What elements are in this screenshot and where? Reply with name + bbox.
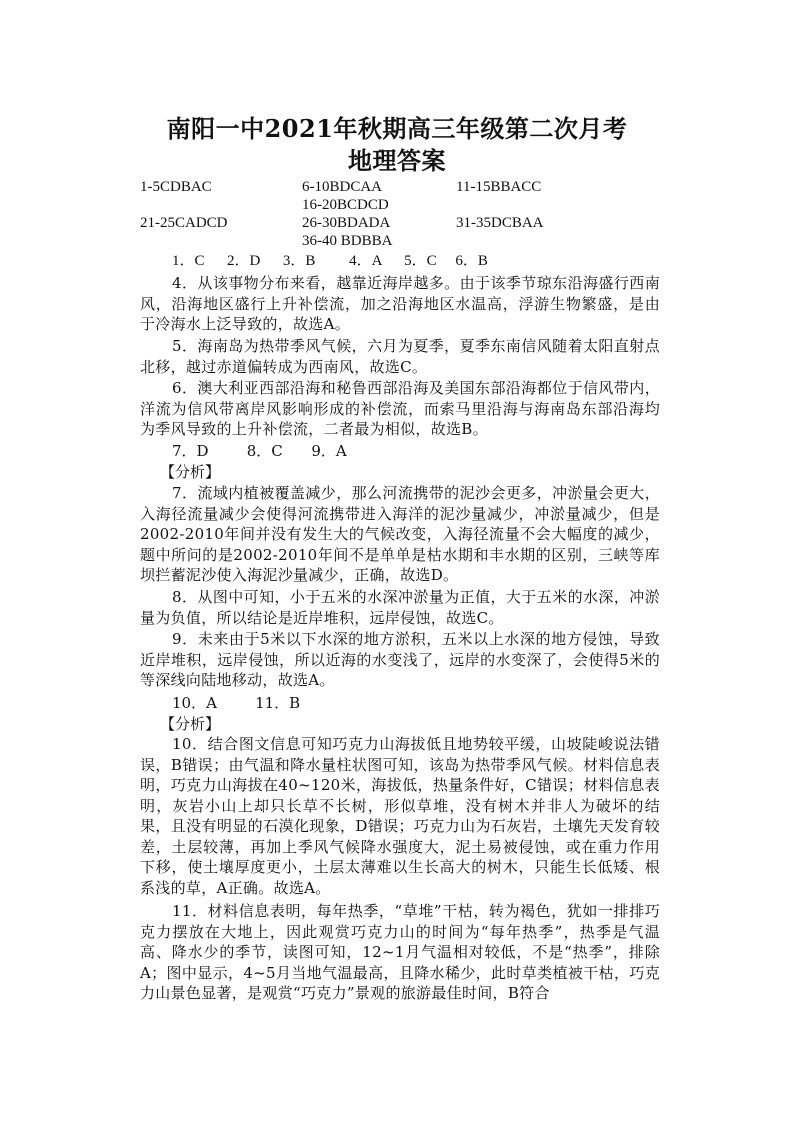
answer-key-1-5: 1-5CDBAC xyxy=(140,179,212,195)
explanation-q7: 7．流域内植被覆盖减少，那么河流携带的泥沙会更多，冲淤量会更大，入海径流量减少会使得河流携带进入海洋的泥沙量减少，冲淤量减少，但是2002-2010年间并没有发生大的气候改变，入海径流量不会大幅度的减少，题中所问的是2002-2010年间不是单单是枯水期和丰水期的区别，三峡等库坝拦蓄泥沙使入海泥沙量减少，正确，故选D。 xyxy=(140,484,660,584)
explanation-q5: 5．海南岛为热带季风气候，六月为夏季，夏季东南信风随着太阳直射点北移，越过赤道偏转成为西南风，故选C。 xyxy=(140,337,660,376)
answer-key-6-10: 6-10BDCAA xyxy=(302,179,383,195)
analysis-heading-2: 【分析】 xyxy=(160,715,221,733)
explanation-q8: 8．从图中可知，小于五米的水深冲淤量为正值，大于五米的水深，冲淤量为负值，所以结论是近岸堆积，远岸侵蚀，故选C。 xyxy=(140,588,660,627)
answer-key-26-30: 26-30BDADA xyxy=(302,215,391,231)
answer-key-16-20: 16-20BCDCD xyxy=(302,197,389,213)
explanation-q9: 9．未来由于5米以下水深的地方淤积，五米以上水深的地方侵蚀，导致近岸堆积，远岸侵蚀，所以近海的水变浅了，远岸的水变深了，会使得5米的等深线向陆地移动，故选A。 xyxy=(140,630,660,689)
explanation-q11: 11．材料信息表明，每年热季，“草堆”干枯，转为褐色，犹如一排排巧克力摆放在大地上，因此观赏巧克力山的时间为“每年热季”，热季是气温高、降水少的季节，读图可知，12~1月气温相对较低，不是“热季”，排除A；图中显示，4~5月当地气温最高，且降水稀少，此时草类植被干枯，巧克力山景色显著，是观赏“巧克力”景观的旅游最佳时间，B符合 xyxy=(140,902,660,1002)
answer-key-21-25: 21-25CADCD xyxy=(140,215,228,231)
answers-1-6: 1．C 2．D 3．B 4．A 5．C 6．B xyxy=(172,253,488,269)
answer-key-31-35: 31-35DCBAA xyxy=(456,215,544,231)
explanation-q10: 10．结合图文信息可知巧克力山海拔低且地势较平缓，山坡陡峻说法错误，B错误；由气温和降水量柱状图可知，该岛为热带季风气候。材料信息表明，巧克力山海拔在40~120米，海拔低，热量条件好，C错误；材料信息表明，灰岩小山上却只长草不长树，形似草堆，没有树木并非人为破坏的结果，且没有明显的石漠化现象，D错误；巧克力山为石灰岩，土壤先天发育较差，土层较薄，再加上季风气候降水强度大，泥土易被侵蚀，或在重力作用下移，使土壤厚度更小，土层太薄难以生长高大的树木，只能生长低矮、根系浅的草，A正确。故选A。 xyxy=(140,735,660,897)
explanation-q4: 4．从该事物分布来看，越靠近海岸越多。由于该季节琼东沿海盛行西南风，沿海地区盛行上升补偿流，加之沿海地区水温高，浮游生物繁盛，是由于冷海水上泛导致的，故选A。 xyxy=(140,274,660,333)
analysis-heading-1: 【分析】 xyxy=(160,463,221,481)
explanation-q6: 6．澳大利亚西部沿海和秘鲁西部沿海及美国东部沿海都位于信风带内，洋流为信风带离岸风影响形成的补偿流，而索马里沿海与海南岛东部沿海均为季风导致的上升补偿流，二者最为相似，故选B。 xyxy=(140,379,660,438)
document-title: 南阳一中2021年秋期高三年级第二次月考 xyxy=(166,114,628,143)
document-subtitle: 地理答案 xyxy=(348,146,446,175)
answer-key-36-40: 36-40 BDBBA xyxy=(302,233,393,249)
answers-10-11: 10．A 11．B xyxy=(172,694,301,712)
answer-key-11-15: 11-15BBACC xyxy=(456,179,542,195)
answers-7-9: 7．D 8．C 9．A xyxy=(172,442,347,460)
